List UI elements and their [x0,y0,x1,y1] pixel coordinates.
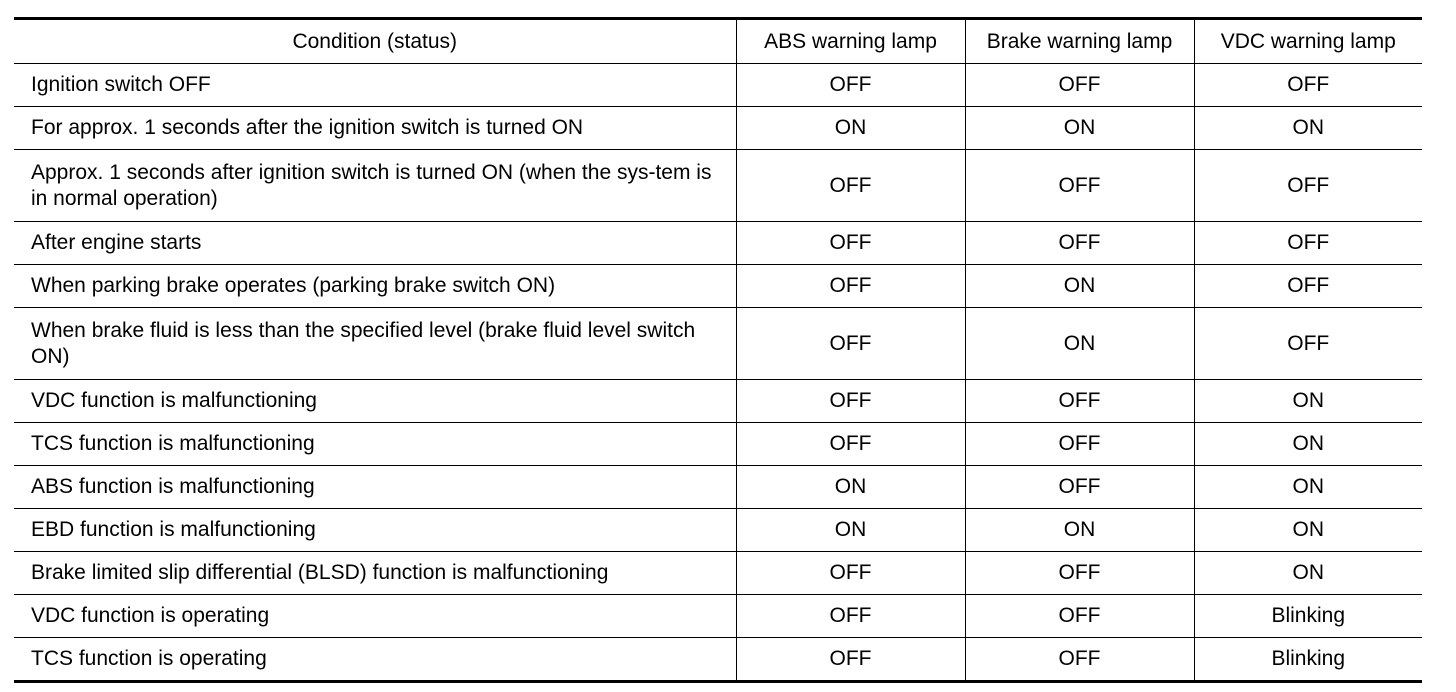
abs-cell: OFF [736,423,965,466]
brake-cell: OFF [965,222,1194,265]
brake-cell: ON [965,107,1194,150]
vdc-cell: OFF [1194,64,1422,107]
abs-cell: ON [736,107,965,150]
condition-cell: TCS function is operating [14,638,736,682]
vdc-cell: ON [1194,552,1422,595]
header-abs-warning-lamp: ABS warning lamp [736,19,965,64]
header-condition: Condition (status) [14,19,736,64]
brake-cell: OFF [965,423,1194,466]
vdc-cell: Blinking [1194,595,1422,638]
vdc-cell: OFF [1194,150,1422,222]
warning-lamp-table-container [14,17,1422,683]
brake-cell: OFF [965,380,1194,423]
brake-cell: ON [965,265,1194,308]
brake-cell: OFF [965,638,1194,682]
abs-cell: OFF [736,265,965,308]
brake-cell: OFF [965,64,1194,107]
condition-cell: Ignition switch OFF [14,64,736,107]
header-row [14,19,1422,64]
condition-cell: ABS function is malfunctioning [14,466,736,509]
condition-cell: When brake fluid is less than the specified level (brake fluid level switch ON) [14,308,736,380]
brake-cell: OFF [965,466,1194,509]
condition-cell: Approx. 1 seconds after ignition switch is turned ON (when the sys-tem is in normal operation) [14,150,736,222]
table-header [14,19,1422,64]
vdc-cell: ON [1194,107,1422,150]
abs-cell: OFF [736,380,965,423]
vdc-cell: ON [1194,423,1422,466]
condition-cell: EBD function is malfunctioning [14,509,736,552]
warning-lamp-table [14,17,1422,683]
brake-cell: ON [965,308,1194,380]
table-row [14,308,1422,380]
table-row [14,64,1422,107]
brake-cell: OFF [965,552,1194,595]
condition-cell: TCS function is malfunctioning [14,423,736,466]
table-row [14,552,1422,595]
header-brake-warning-lamp: Brake warning lamp [965,19,1194,64]
abs-cell: OFF [736,595,965,638]
vdc-cell: Blinking [1194,638,1422,682]
condition-cell: For approx. 1 seconds after the ignition switch is turned ON [14,107,736,150]
table-row [14,595,1422,638]
condition-cell: VDC function is malfunctioning [14,380,736,423]
abs-cell: OFF [736,552,965,595]
vdc-cell: ON [1194,466,1422,509]
abs-cell: ON [736,509,965,552]
abs-cell: OFF [736,150,965,222]
condition-cell: After engine starts [14,222,736,265]
abs-cell: OFF [736,308,965,380]
vdc-cell: OFF [1194,308,1422,380]
abs-cell: ON [736,466,965,509]
table-row [14,222,1422,265]
header-vdc-warning-lamp: VDC warning lamp [1194,19,1422,64]
vdc-cell: ON [1194,380,1422,423]
table-row [14,466,1422,509]
abs-cell: OFF [736,638,965,682]
condition-cell: When parking brake operates (parking brake switch ON) [14,265,736,308]
condition-cell: VDC function is operating [14,595,736,638]
vdc-cell: OFF [1194,265,1422,308]
table-body [14,64,1422,682]
brake-cell: ON [965,509,1194,552]
condition-cell: Brake limited slip differential (BLSD) function is malfunctioning [14,552,736,595]
abs-cell: OFF [736,64,965,107]
table-row [14,423,1422,466]
table-row [14,265,1422,308]
table-row [14,638,1422,682]
vdc-cell: OFF [1194,222,1422,265]
table-row [14,150,1422,222]
abs-cell: OFF [736,222,965,265]
table-row [14,509,1422,552]
brake-cell: OFF [965,150,1194,222]
table-row [14,380,1422,423]
brake-cell: OFF [965,595,1194,638]
vdc-cell: ON [1194,509,1422,552]
table-row [14,107,1422,150]
